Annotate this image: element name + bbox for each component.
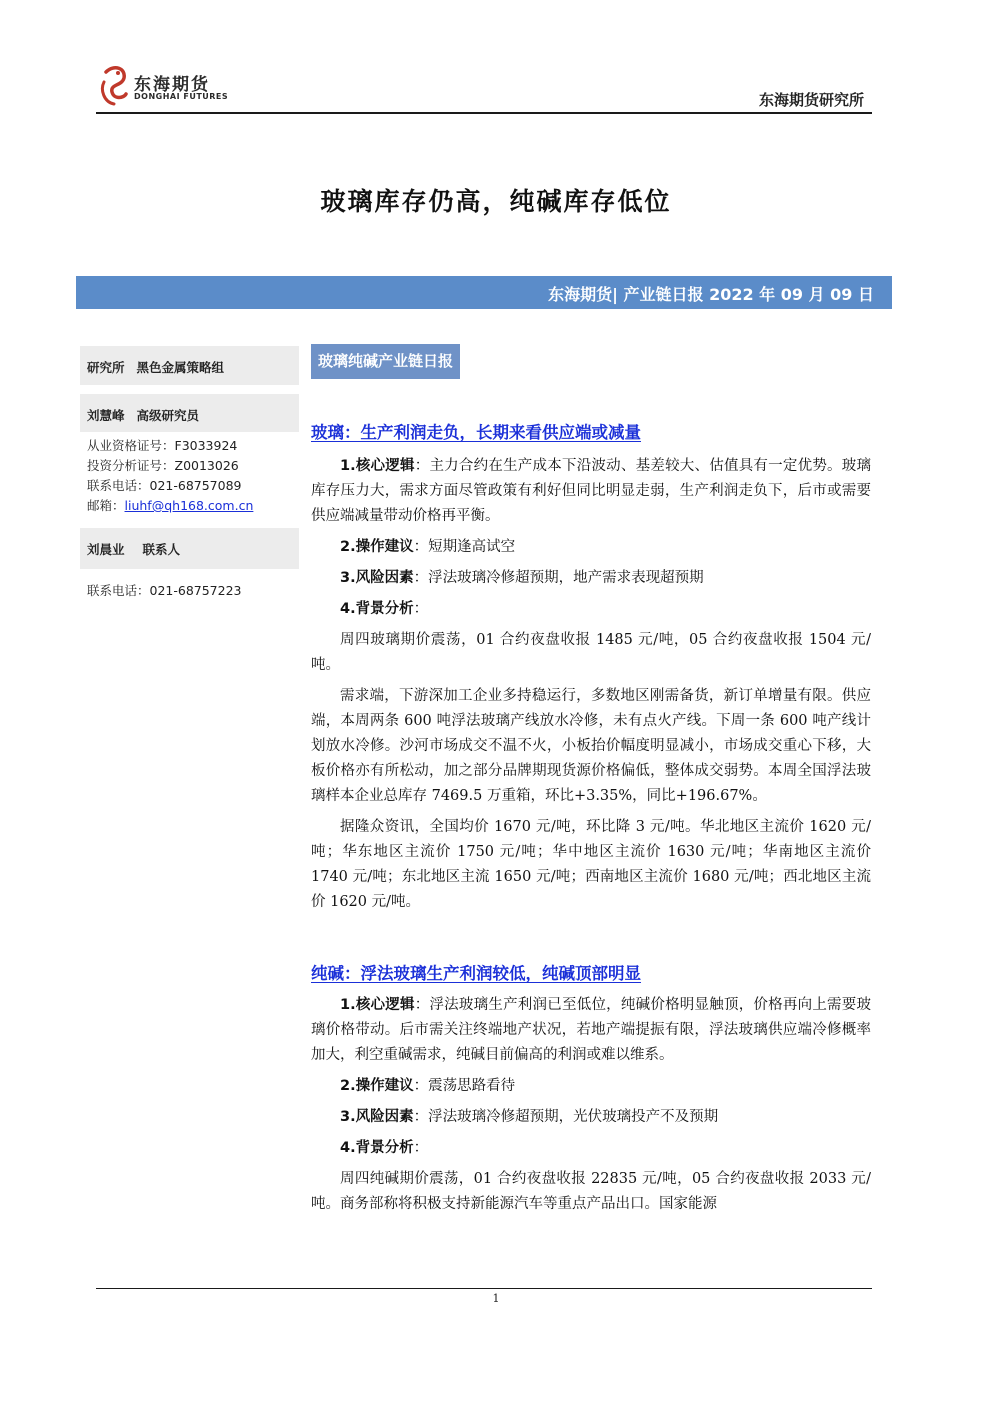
soda-price-paragraph: 周四纯碱期价震荡，01 合约夜盘收报 22835 元/吨，05 合约夜盘收报 2033 元/吨。商务部称将积极支持新能源汽车等重点产品出口。国家能源 <box>311 1171 871 1212</box>
email-label: 邮箱： <box>87 498 125 513</box>
report-body <box>311 344 871 1217</box>
soda-core-logic: 1.核心逻辑：浮法玻璃生产利润已至低位，纯碱价格明显触顶，价格再向上需要玻璃价格带动。后市需关注终端地产状况，若地产端提振有限，浮法玻璃供应端冷修概率加大，利空重碱需求，纯碱目前偏高的利润或难以维系。 <box>311 997 871 1063</box>
glass-risk-label: 3.风险因素 <box>340 570 414 586</box>
institute-name: 东海期货研究所 <box>758 91 864 109</box>
report-tag: 玻璃纯碱产业链日报 <box>311 344 460 379</box>
group-name: 黑色金属策略组 <box>136 360 225 375</box>
analyst-email-row <box>80 496 299 516</box>
dragon-logo-icon <box>98 64 132 108</box>
analyst-phone: 联系电话：021-68757089 <box>87 478 242 493</box>
glass-supply-demand-paragraph: 需求端，下游深加工企业多持稳运行，多数地区刚需备货，新订单增量有限。供应端，本周两条 600 吨浮法玻璃产线放水冷修，未有点火产线。下周一条 600 吨产线计划放水冷修。沙河市场成交不温不火，小板抬价幅度明显减小，市场成交重心下移，大板价格亦有所松动，加之部分品牌期现货源价格偏低，整体成交弱势。本周全国浮法玻璃样本企业总库存 7469.5 万重箱，环比+3.35%，同比+196.67%。 <box>311 688 871 804</box>
soda-advice-label: 2.操作建议 <box>340 1078 414 1094</box>
glass-risk: 3.风险因素：浮法玻璃冷修超预期，地产需求表现超预期 <box>340 570 704 586</box>
report-title: 玻璃库存仍高，纯碱库存低位 <box>320 187 672 216</box>
soda-logic-label: 1.核心逻辑 <box>340 997 415 1013</box>
contact-name: 刘晨业 <box>87 542 125 557</box>
glass-advice: 2.操作建议：短期逢高试空 <box>340 539 516 555</box>
soda-risk: 3.风险因素：浮法玻璃冷修超预期，光伏玻璃投产不及预期 <box>340 1109 719 1125</box>
glass-section-heading[interactable]: 玻璃：生产利润走负，长期来看供应端或减量 <box>311 423 641 442</box>
analyst-title: 高级研究员 <box>136 408 200 423</box>
qualification-cert: 从业资格证号：F3033924 <box>87 438 238 453</box>
glass-regional-price-paragraph: 据隆众资讯，全国均价 1670 元/吨，环比降 3 元/吨。华北地区主流价 1620 元/吨；华东地区主流价 1750 元/吨；华中地区主流价 1630 元/吨；华南地区主流价 1740 元/吨；东北地区主流 1650 元/吨；西南地区主流价 1680 元/吨；西北地区主流价 1620 元/吨。 <box>311 819 871 910</box>
banner-text: 东海期货| 产业链日报 2022 年 09 月 09 日 <box>548 285 874 304</box>
logo-english-text: DONGHAI FUTURES <box>134 92 229 101</box>
analyst-block <box>80 394 299 432</box>
page-header <box>96 60 872 116</box>
research-group-block <box>80 346 299 385</box>
contact-phone: 联系电话：021-68757223 <box>87 583 242 598</box>
footer-divider <box>96 1288 872 1289</box>
company-logo <box>98 64 238 110</box>
glass-advice-label: 2.操作建议 <box>340 539 414 555</box>
glass-background-label: 4.背景分析： <box>340 601 429 617</box>
soda-background-label: 4.背景分析： <box>340 1140 429 1156</box>
email-link[interactable]: liuhf@qh168.com.cn <box>124 498 254 513</box>
header-divider <box>96 112 872 114</box>
soda-section-heading[interactable]: 纯碱：浮法玻璃生产利润较低，纯碱顶部明显 <box>311 964 641 983</box>
glass-logic-label: 1.核心逻辑 <box>340 458 415 474</box>
logo-chinese-text: 东海期货 <box>134 75 210 95</box>
group-label: 研究所 <box>87 360 125 375</box>
soda-risk-label: 3.风险因素 <box>340 1109 414 1125</box>
soda-advice: 2.操作建议：震荡思路看待 <box>340 1078 516 1094</box>
author-sidebar <box>80 346 299 601</box>
contact-block <box>80 528 299 569</box>
analyst-name: 刘慧峰 <box>87 408 125 423</box>
date-banner <box>76 276 892 309</box>
investment-cert: 投资分析证号：Z0013026 <box>87 458 239 473</box>
contact-title: 联系人 <box>142 542 181 557</box>
glass-core-logic: 1.核心逻辑：主力合约在生产成本下沿波动、基差较大、估值具有一定优势。玻璃库存压力大，需求方面尽管政策有利好但同比明显走弱，生产利润走负下，后市或需要供应端减量带动价格再平衡。 <box>311 458 871 524</box>
glass-price-paragraph: 周四玻璃期价震荡，01 合约夜盘收报 1485 元/吨，05 合约夜盘收报 1504 元/吨。 <box>311 632 871 673</box>
page-number: 1 <box>492 1292 500 1305</box>
